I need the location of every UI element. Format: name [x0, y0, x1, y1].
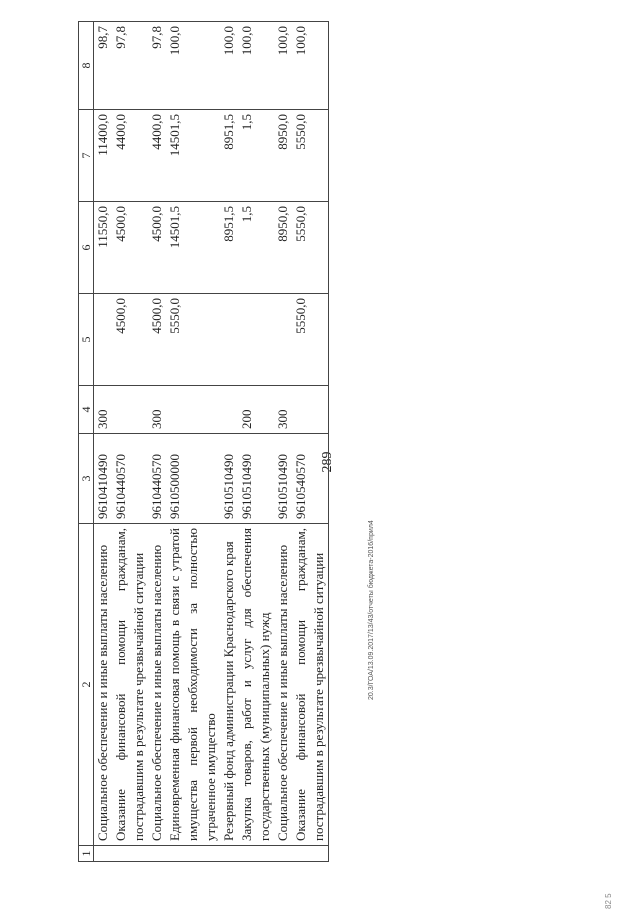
- cell-name: Закупка товаров, работ и услуг для обеспечения государственных (муниципальных) нужд: [238, 524, 274, 846]
- cell-c8: 98,7: [94, 22, 113, 110]
- cell-c7: 4400,0: [148, 110, 166, 202]
- header-col-2: 2: [79, 524, 94, 846]
- cell-c8: 97,8: [148, 22, 166, 110]
- cell-c5: [220, 294, 238, 386]
- cell-code: 9610440570: [112, 434, 148, 524]
- cell-type: [166, 386, 220, 434]
- rotated-table-sheet: [78, 22, 578, 862]
- cell-c8: 100,0: [166, 22, 220, 110]
- cell-code: 9610500000: [166, 434, 220, 524]
- cell-name: Социальное обеспечение и иные выплаты населению: [148, 524, 166, 846]
- header-col-3: 3: [79, 434, 94, 524]
- cell-name: Оказание финансовой помощи гражданам, пострадавшим в результате чрезвычайной ситуации: [112, 524, 148, 846]
- cell-name: Оказание финансовой помощи гражданам, пострадавшим в результате чрезвычайной ситуации: [292, 524, 329, 846]
- cell-type: 300: [94, 386, 113, 434]
- cell-name: Резервный фонд администрации Краснодарского края: [220, 524, 238, 846]
- cell-c8: 100,0: [220, 22, 238, 110]
- cell-index: [292, 846, 329, 862]
- table-row: [148, 22, 166, 862]
- table-header-row: [79, 22, 94, 862]
- cell-c7: 14501,5: [166, 110, 220, 202]
- cell-code: 9610410490: [94, 434, 113, 524]
- cell-c5: 4500,0: [112, 294, 148, 386]
- page-number: 289: [320, 451, 335, 473]
- header-col-1: 1: [79, 846, 94, 862]
- cell-c8: 97,8: [112, 22, 148, 110]
- edge-mark: 82 5: [604, 893, 613, 909]
- cell-name: Единовременная финансовая помощь в связи с утратой имущества первой необходимости за полностью утраченное имущество: [166, 524, 220, 846]
- cell-c5: [238, 294, 274, 386]
- header-col-5: 5: [79, 294, 94, 386]
- table-row: [94, 22, 113, 862]
- cell-code: 9610510490: [274, 434, 292, 524]
- cell-c5: 5550,0: [166, 294, 220, 386]
- cell-index: [112, 846, 148, 862]
- cell-c7: 11400,0: [94, 110, 113, 202]
- cell-c7: 4400,0: [112, 110, 148, 202]
- cell-index: [238, 846, 274, 862]
- cell-c6: 5550,0: [292, 202, 329, 294]
- table-row: [166, 22, 220, 862]
- cell-c5: 5550,0: [292, 294, 329, 386]
- header-col-4: 4: [79, 386, 94, 434]
- table-row: [112, 22, 148, 862]
- cell-index: [94, 846, 113, 862]
- cell-c5: [274, 294, 292, 386]
- cell-c7: 5550,0: [292, 110, 329, 202]
- cell-c8: 100,0: [292, 22, 329, 110]
- table-row: [220, 22, 238, 862]
- table-row: [274, 22, 292, 862]
- cell-c7: 8951,5: [220, 110, 238, 202]
- cell-c6: 8951,5: [220, 202, 238, 294]
- cell-code: 9610510490: [220, 434, 238, 524]
- cell-c5: 4500,0: [148, 294, 166, 386]
- cell-type: 300: [148, 386, 166, 434]
- cell-index: [166, 846, 220, 862]
- cell-type: [112, 386, 148, 434]
- cell-c8: 100,0: [274, 22, 292, 110]
- cell-c6: 1,5: [238, 202, 274, 294]
- cell-c6: 8950,0: [274, 202, 292, 294]
- footer-file-path: 20.3/ГОА/13.09.2017/13/43/отчеты бюджета-2016/прил4: [368, 520, 375, 700]
- header-col-7: 7: [79, 110, 94, 202]
- cell-c6: 14501,5: [166, 202, 220, 294]
- cell-c6: 4500,0: [112, 202, 148, 294]
- cell-index: [274, 846, 292, 862]
- cell-type: 200: [238, 386, 274, 434]
- cell-c8: 100,0: [238, 22, 274, 110]
- table-row: [238, 22, 274, 862]
- cell-code: 9610510490: [238, 434, 274, 524]
- cell-type: 300: [274, 386, 292, 434]
- cell-c6: 11550,0: [94, 202, 113, 294]
- cell-name: Социальное обеспечение и иные выплаты населению: [274, 524, 292, 846]
- header-col-8: 8: [79, 22, 94, 110]
- cell-c6: 4500,0: [148, 202, 166, 294]
- cell-c5: [94, 294, 113, 386]
- cell-type: [292, 386, 329, 434]
- cell-type: [220, 386, 238, 434]
- cell-code: 9610540570: [292, 434, 329, 524]
- table-row: [292, 22, 329, 862]
- header-col-6: 6: [79, 202, 94, 294]
- budget-table: [78, 21, 329, 862]
- cell-index: [148, 846, 166, 862]
- cell-name: Социальное обеспечение и иные выплаты населению: [94, 524, 113, 846]
- cell-index: [220, 846, 238, 862]
- cell-code: 9610440570: [148, 434, 166, 524]
- cell-c7: 1,5: [238, 110, 274, 202]
- cell-c7: 8950,0: [274, 110, 292, 202]
